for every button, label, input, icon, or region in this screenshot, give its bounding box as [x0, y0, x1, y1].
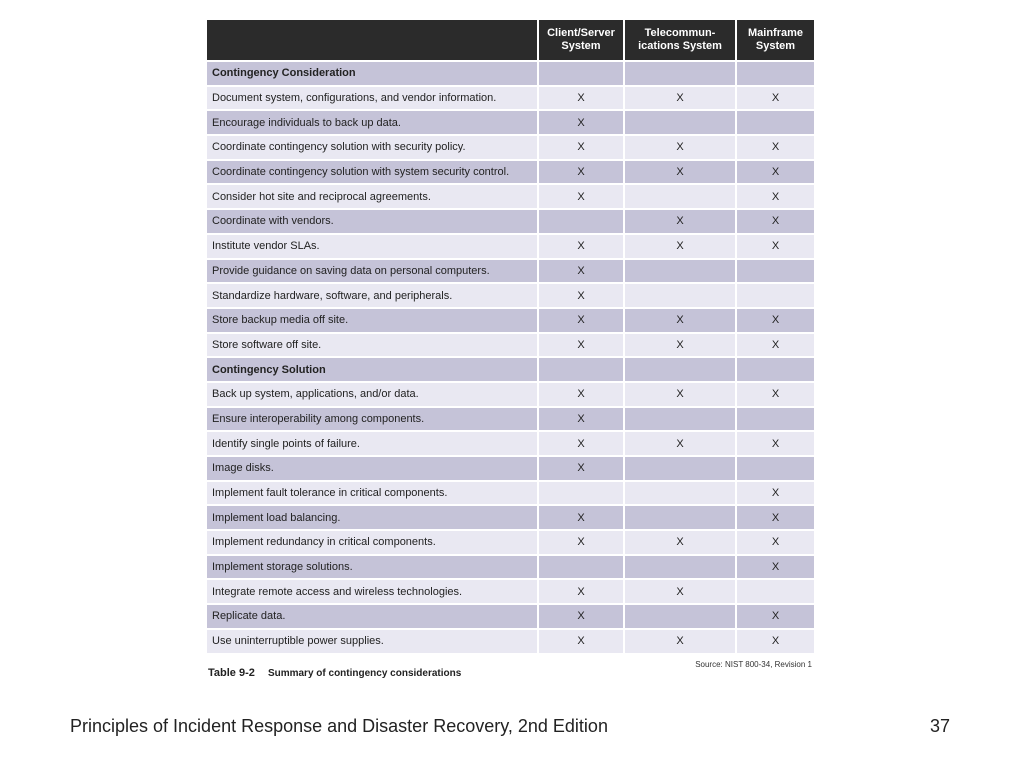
row-label: Standardize hardware, software, and peripherals. [207, 284, 537, 309]
contingency-table [205, 20, 816, 655]
mark-telecommunications [625, 605, 735, 630]
source-note: Source: NIST 800-34, Revision 1 [695, 660, 812, 669]
mark-client-server: X [539, 605, 623, 630]
table-row [207, 309, 814, 334]
table-row [207, 556, 814, 581]
mark-mainframe [737, 580, 814, 605]
mark-telecommunications [625, 111, 735, 136]
mark-telecommunications: X [625, 630, 735, 655]
caption-text: Summary of contingency considerations [267, 668, 462, 679]
mark-client-server [539, 358, 623, 383]
mark-mainframe: X [737, 432, 814, 457]
row-label: Implement fault tolerance in critical components. [207, 482, 537, 507]
mark-mainframe: X [737, 556, 814, 581]
table-header-row [207, 20, 814, 62]
table-row [207, 605, 814, 630]
mark-mainframe: X [737, 210, 814, 235]
mark-client-server: X [539, 383, 623, 408]
mark-mainframe: X [737, 185, 814, 210]
table-section-row [207, 62, 814, 87]
row-label: Back up system, applications, and/or data. [207, 383, 537, 408]
mark-telecommunications [625, 358, 735, 383]
mark-telecommunications [625, 260, 735, 285]
row-label: Coordinate with vendors. [207, 210, 537, 235]
row-label: Document system, configurations, and vendor information. [207, 87, 537, 112]
header-telecommunications: Telecommun-ications System [625, 20, 735, 62]
mark-client-server: X [539, 432, 623, 457]
table-row [207, 87, 814, 112]
table-row [207, 432, 814, 457]
table-row [207, 531, 814, 556]
mark-telecommunications [625, 185, 735, 210]
mark-telecommunications [625, 284, 735, 309]
row-label: Implement storage solutions. [207, 556, 537, 581]
table-row [207, 161, 814, 186]
page-number: 37 [930, 716, 951, 736]
table-row [207, 457, 814, 482]
mark-mainframe: X [737, 383, 814, 408]
mark-client-server: X [539, 506, 623, 531]
mark-client-server: X [539, 260, 623, 285]
row-label: Identify single points of failure. [207, 432, 537, 457]
row-label: Use uninterruptible power supplies. [207, 630, 537, 655]
mark-client-server: X [539, 111, 623, 136]
header-mainframe: Mainframe System [737, 20, 814, 62]
table-row [207, 334, 814, 359]
mark-telecommunications [625, 62, 735, 87]
row-label: Provide guidance on saving data on personal computers. [207, 260, 537, 285]
row-label: Coordinate contingency solution with system security control. [207, 161, 537, 186]
table-section-row [207, 358, 814, 383]
mark-telecommunications [625, 482, 735, 507]
row-label: Implement load balancing. [207, 506, 537, 531]
mark-telecommunications: X [625, 136, 735, 161]
table-row [207, 284, 814, 309]
mark-telecommunications [625, 506, 735, 531]
table-row [207, 111, 814, 136]
row-label: Ensure interoperability among components. [207, 408, 537, 433]
mark-client-server [539, 482, 623, 507]
mark-client-server: X [539, 309, 623, 334]
mark-mainframe [737, 111, 814, 136]
mark-mainframe [737, 260, 814, 285]
mark-client-server: X [539, 531, 623, 556]
row-label: Coordinate contingency solution with security policy. [207, 136, 537, 161]
mark-telecommunications [625, 408, 735, 433]
table-row [207, 136, 814, 161]
table-row [207, 185, 814, 210]
mark-mainframe: X [737, 334, 814, 359]
table-row [207, 408, 814, 433]
mark-mainframe [737, 62, 814, 87]
mark-client-server [539, 556, 623, 581]
mark-mainframe [737, 457, 814, 482]
mark-client-server: X [539, 284, 623, 309]
footer-title: Principles of Incident Response and Disaster Recovery, 2nd Edition [70, 716, 608, 736]
mark-telecommunications [625, 457, 735, 482]
table-row [207, 482, 814, 507]
table-row [207, 260, 814, 285]
mark-mainframe [737, 358, 814, 383]
row-label: Institute vendor SLAs. [207, 235, 537, 260]
mark-client-server: X [539, 136, 623, 161]
mark-client-server: X [539, 457, 623, 482]
mark-mainframe: X [737, 309, 814, 334]
table-body [207, 62, 814, 655]
mark-client-server [539, 210, 623, 235]
mark-mainframe: X [737, 87, 814, 112]
table-caption [208, 667, 461, 679]
row-label: Encourage individuals to back up data. [207, 111, 537, 136]
mark-telecommunications: X [625, 580, 735, 605]
table-row [207, 383, 814, 408]
mark-telecommunications: X [625, 309, 735, 334]
row-label: Integrate remote access and wireless technologies. [207, 580, 537, 605]
row-label: Store software off site. [207, 334, 537, 359]
mark-telecommunications: X [625, 210, 735, 235]
mark-client-server: X [539, 235, 623, 260]
section-label: Contingency Solution [207, 358, 537, 383]
mark-telecommunications [625, 556, 735, 581]
section-label: Contingency Consideration [207, 62, 537, 87]
mark-mainframe: X [737, 531, 814, 556]
mark-telecommunications: X [625, 161, 735, 186]
mark-mainframe: X [737, 630, 814, 655]
caption-number: Table 9-2 [208, 667, 255, 679]
mark-client-server: X [539, 185, 623, 210]
mark-client-server: X [539, 87, 623, 112]
row-label: Store backup media off site. [207, 309, 537, 334]
mark-telecommunications: X [625, 531, 735, 556]
header-client-server: Client/Server System [539, 20, 623, 62]
mark-telecommunications: X [625, 432, 735, 457]
mark-client-server: X [539, 334, 623, 359]
mark-mainframe: X [737, 482, 814, 507]
mark-mainframe [737, 408, 814, 433]
mark-mainframe: X [737, 235, 814, 260]
mark-mainframe: X [737, 605, 814, 630]
table-row [207, 210, 814, 235]
row-label: Implement redundancy in critical components. [207, 531, 537, 556]
table-row [207, 235, 814, 260]
mark-mainframe [737, 284, 814, 309]
table-row [207, 506, 814, 531]
mark-mainframe: X [737, 161, 814, 186]
mark-telecommunications: X [625, 334, 735, 359]
contingency-table-container [207, 20, 812, 655]
mark-client-server: X [539, 161, 623, 186]
mark-client-server [539, 62, 623, 87]
mark-telecommunications: X [625, 235, 735, 260]
table-row [207, 630, 814, 655]
row-label: Image disks. [207, 457, 537, 482]
row-label: Replicate data. [207, 605, 537, 630]
row-label: Consider hot site and reciprocal agreements. [207, 185, 537, 210]
mark-client-server: X [539, 580, 623, 605]
mark-client-server: X [539, 630, 623, 655]
mark-mainframe: X [737, 136, 814, 161]
mark-client-server: X [539, 408, 623, 433]
mark-mainframe: X [737, 506, 814, 531]
header-blank [207, 20, 537, 62]
table-row [207, 580, 814, 605]
mark-telecommunications: X [625, 87, 735, 112]
mark-telecommunications: X [625, 383, 735, 408]
